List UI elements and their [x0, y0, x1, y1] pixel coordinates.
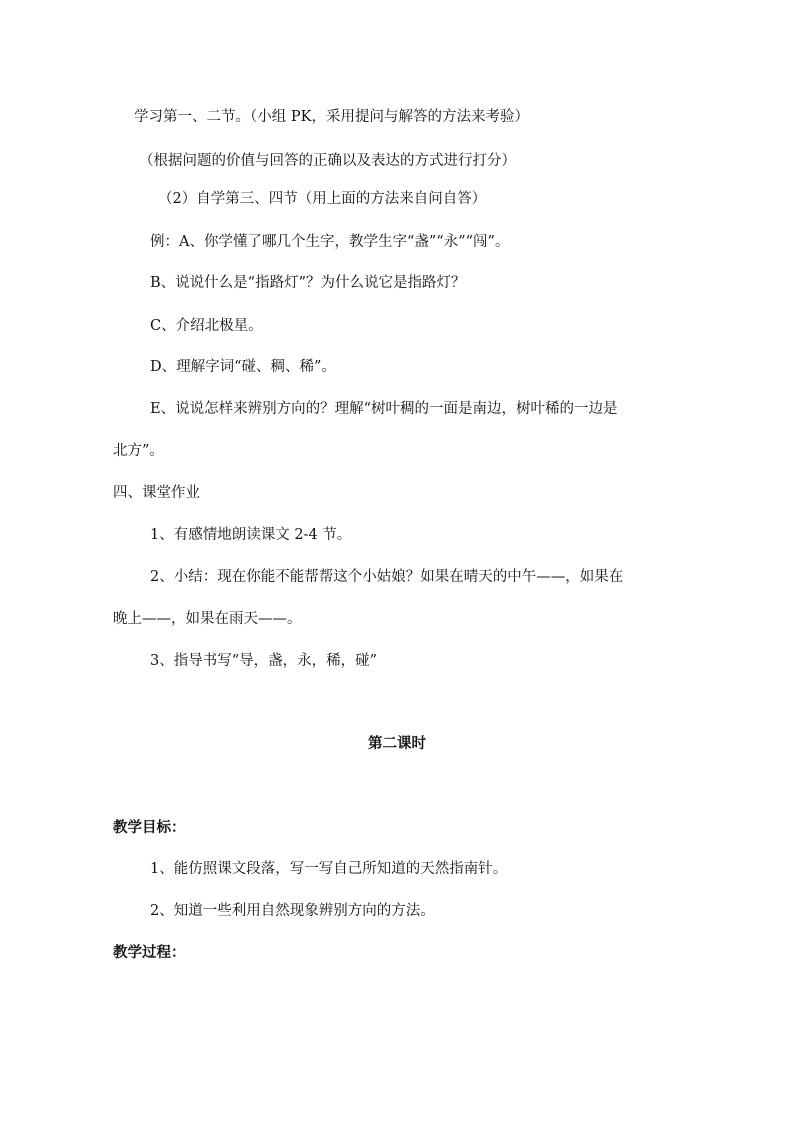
text-line: 例：A、你学懂了哪几个生字，教学生字“盏”“永”“闯”。	[150, 234, 510, 250]
text-line: B、说说什么是“指路灯”？为什么说它是指路灯？	[150, 275, 466, 291]
section-heading-classwork: 四、课堂作业	[113, 485, 200, 501]
objective-item: 2、知道一些利用自然现象辨别方向的方法。	[150, 903, 435, 919]
text-line: （根据问题的价值与回答的正确以及表达的方式进行打分）	[139, 153, 516, 169]
objectives-heading: 教学目标：	[113, 819, 186, 836]
text-line: 1、有感情地朗读课文 2-4 节。	[150, 527, 352, 543]
process-heading: 教学过程：	[113, 944, 186, 961]
text-line: D、理解字词“碰、稠、稀”。	[150, 359, 336, 375]
text-line: 晚上——，如果在雨天——。	[113, 611, 302, 627]
text-line: （2）自学第三、四节（用上面的方法来自问自答）	[158, 191, 487, 207]
text-line: 学习第一、二节。（小组 PK，采用提问与解答的方法来考验）	[134, 109, 529, 125]
text-line: 2、小结：现在你能不能帮帮这个小姑娘？如果在晴天的中午——，如果在	[150, 569, 624, 585]
text-line: 北方”。	[113, 443, 164, 459]
text-line: 3、指导书写“导，盏，永，稀，碰”	[150, 653, 378, 669]
text-line: C、介绍北极星。	[150, 318, 263, 334]
section-title: 第二课时	[368, 735, 426, 752]
objective-item: 1、能仿照课文段落，写一写自己所知道的天然指南针。	[150, 861, 508, 877]
text-line: E、说说怎样来辨别方向的？理解“树叶稠的一面是南边，树叶稀的一边是	[150, 401, 618, 417]
